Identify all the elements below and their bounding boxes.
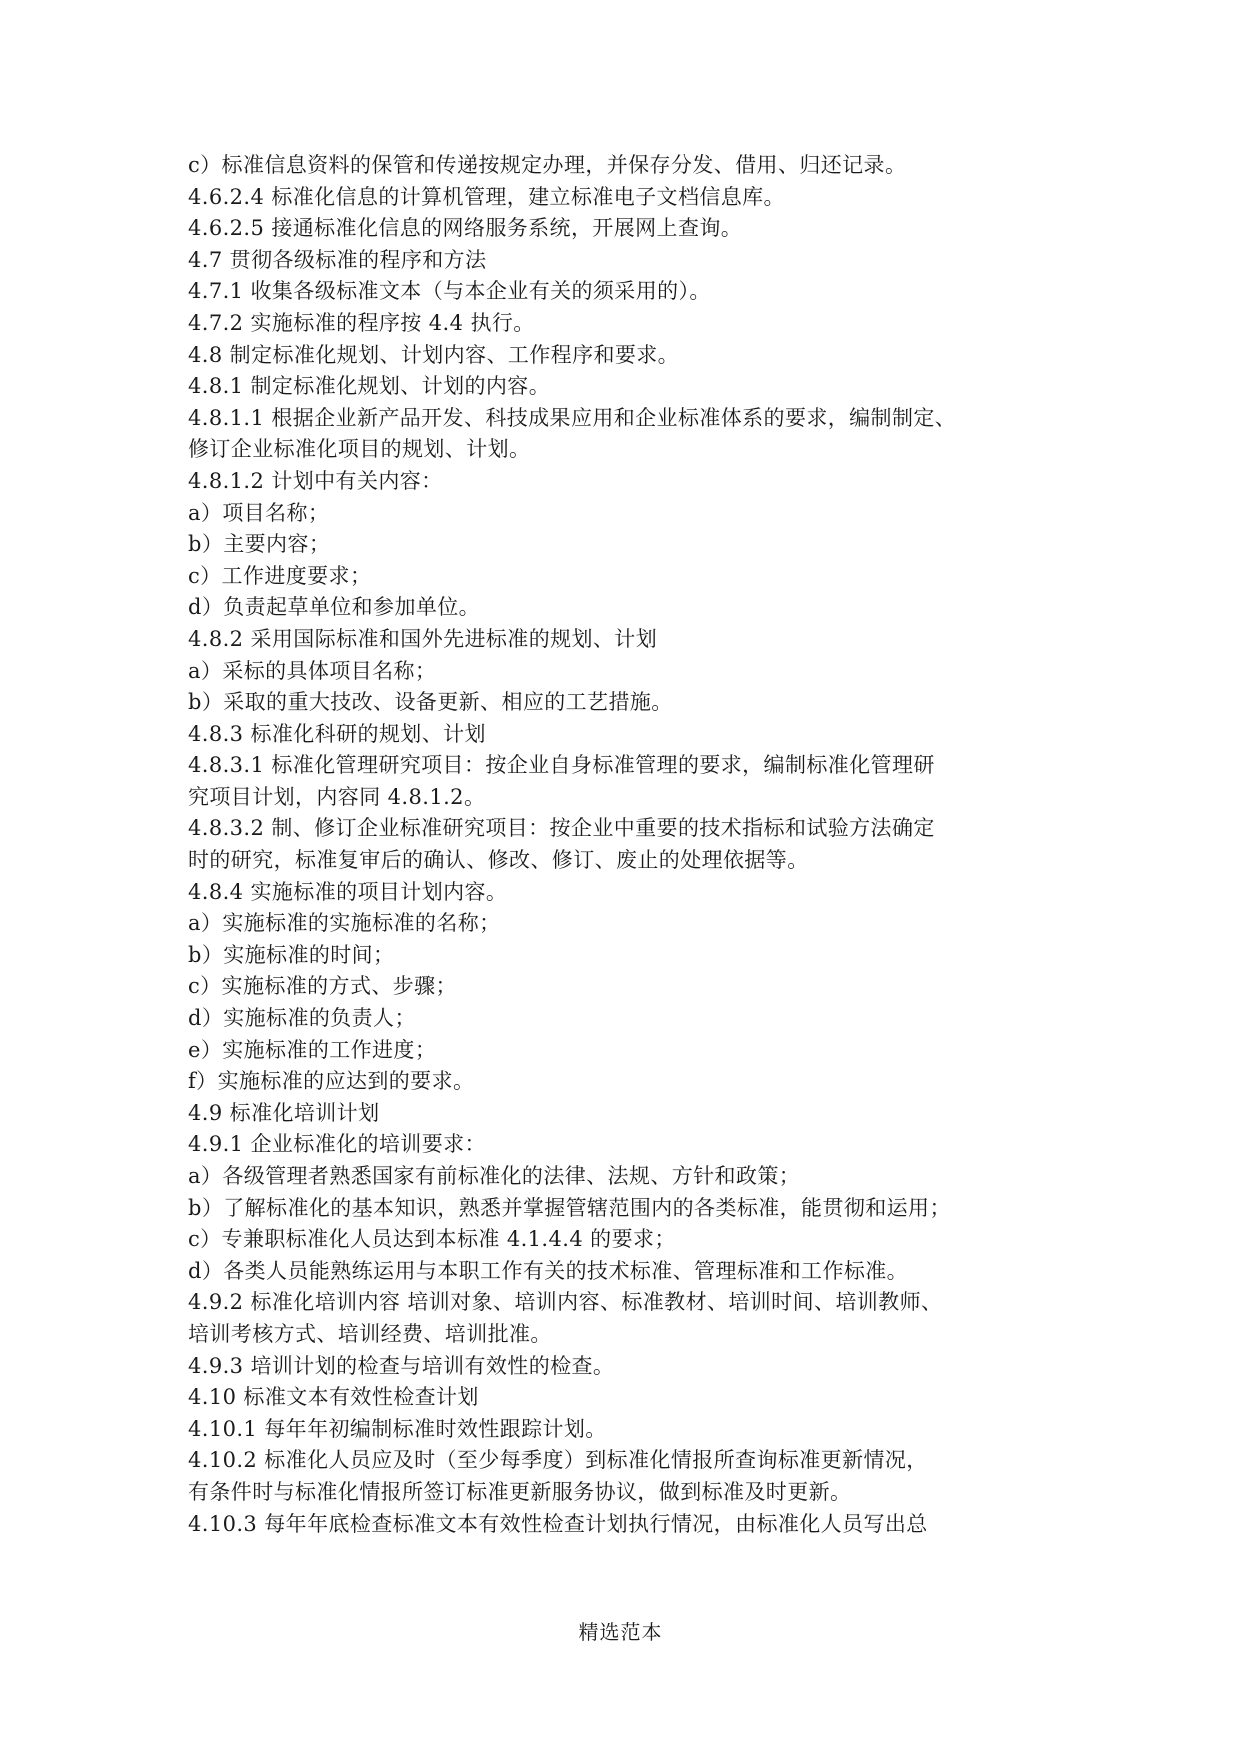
list-item: b）了解标准化的基本知识，熟悉并掌握管辖范围内的各类标准，能贯彻和运用； bbox=[188, 1195, 951, 1220]
text-line: 修订企业标准化项目的规划、计划。 bbox=[188, 437, 531, 462]
text-line: 4.8.3.1 标准化管理研究项目：按企业自身标准管理的要求，编制标准化管理研 bbox=[188, 753, 935, 778]
section-heading: 4.10 标准文本有效性检查计划 bbox=[188, 1385, 479, 1410]
list-item: d）各类人员能熟练运用与本职工作有关的技术标准、管理标准和工作标准。 bbox=[188, 1258, 909, 1283]
text-line: 4.6.2.4 标准化信息的计算机管理，建立标准电子文档信息库。 bbox=[188, 184, 785, 209]
text-line: 4.6.2.5 接通标准化信息的网络服务系统，开展网上查询。 bbox=[188, 216, 743, 241]
list-item: c）实施标准的方式、步骤； bbox=[188, 974, 457, 999]
text-line: 有条件时与标准化情报所签订标准更新服务协议，做到标准及时更新。 bbox=[188, 1479, 852, 1504]
text-line: 4.10.1 每年年初编制标准时效性跟踪计划。 bbox=[188, 1416, 607, 1441]
text-line: 4.9.3 培训计划的检查与培训有效性的检查。 bbox=[188, 1353, 615, 1378]
list-item: d）负责起草单位和参加单位。 bbox=[188, 595, 481, 620]
list-item: a）实施标准的实施标准的名称； bbox=[188, 911, 501, 936]
list-item: b）采取的重大技改、设备更新、相应的工艺措施。 bbox=[188, 690, 673, 715]
list-item: f）实施标准的应达到的要求。 bbox=[188, 1069, 475, 1094]
text-line: 究项目计划，内容同 4.8.1.2。 bbox=[188, 784, 486, 809]
list-item: c）专兼职标准化人员达到本标准 4.1.4.4 的要求； bbox=[188, 1227, 676, 1252]
text-line: 4.10.2 标准化人员应及时（至少每季度）到标准化情报所查询标准更新情况， bbox=[188, 1448, 928, 1473]
text-line: 4.8.1 制定标准化规划、计划的内容。 bbox=[188, 374, 551, 399]
text-line: 4.8.2 采用国际标准和国外先进标准的规划、计划 bbox=[188, 626, 658, 651]
list-item: a）采标的具体项目名称； bbox=[188, 658, 437, 683]
text-line: 4.10.3 每年年底检查标准文本有效性检查计划执行情况，由标准化人员写出总 bbox=[188, 1511, 928, 1536]
text-line: 4.7.2 实施标准的程序按 4.4 执行。 bbox=[188, 310, 535, 335]
page-footer: 精选范本 bbox=[578, 1620, 663, 1644]
document-body bbox=[188, 150, 1058, 1540]
text-line: 4.8.1.2 计划中有关内容： bbox=[188, 468, 443, 493]
text-line: 4.7.1 收集各级标准文本（与本企业有关的须采用的）。 bbox=[188, 279, 711, 304]
list-item: a）各级管理者熟悉国家有前标准化的法律、法规、方针和政策； bbox=[188, 1164, 801, 1188]
text-line: 培训考核方式、培训经费、培训批准。 bbox=[188, 1321, 552, 1346]
text-line: c）标准信息资料的保管和传递按规定办理，并保存分发、借用、归还记录。 bbox=[188, 153, 907, 177]
text-line: 4.9.1 企业标准化的培训要求： bbox=[188, 1132, 486, 1157]
section-heading: 4.8 制定标准化规划、计划内容、工作程序和要求。 bbox=[188, 342, 680, 367]
text-line: 4.8.1.1 根据企业新产品开发、科技成果应用和企业标准体系的要求，编制制定、 bbox=[188, 405, 957, 430]
list-item: e）实施标准的工作进度； bbox=[188, 1037, 437, 1062]
text-line: 4.8.3 标准化科研的规划、计划 bbox=[188, 721, 486, 746]
text-line: 4.8.3.2 制、修订企业标准研究项目：按企业中重要的技术指标和试验方法确定 bbox=[188, 816, 935, 841]
section-heading: 4.7 贯彻各级标准的程序和方法 bbox=[188, 247, 487, 272]
list-item: d）实施标准的负责人； bbox=[188, 1006, 416, 1031]
list-item: a）项目名称； bbox=[188, 500, 330, 525]
list-item: c）工作进度要求； bbox=[188, 563, 372, 588]
text-line: 时的研究，标准复审后的确认、修改、修订、废止的处理依据等。 bbox=[188, 848, 809, 873]
section-heading: 4.9 标准化培训计划 bbox=[188, 1100, 380, 1125]
text-line: 4.8.4 实施标准的项目计划内容。 bbox=[188, 879, 508, 904]
list-item: b）实施标准的时间； bbox=[188, 942, 395, 967]
text-line: 4.9.2 标准化培训内容 培训对象、培训内容、标准教材、培训时间、培训教师、 bbox=[188, 1290, 943, 1315]
list-item: b）主要内容； bbox=[188, 532, 331, 557]
